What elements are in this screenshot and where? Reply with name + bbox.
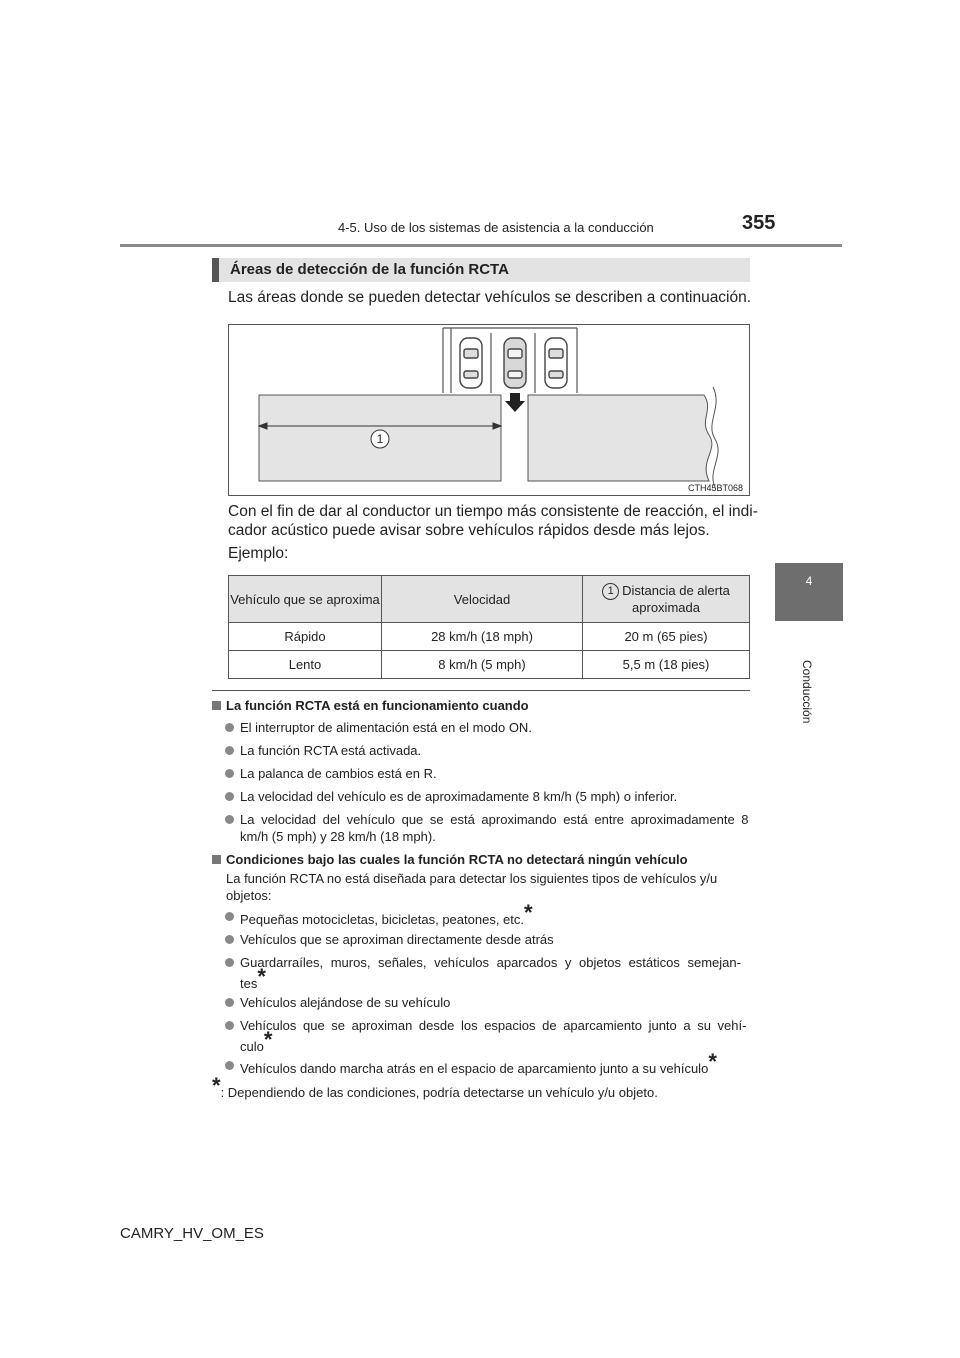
list-item: La velocidad del vehículo que se está aproximando está entre aproximadamente 8 (212, 811, 750, 829)
round-bullet-icon (225, 746, 234, 755)
table-cell: Lento (229, 651, 382, 679)
chapter-header: 4-5. Uso de los sistemas de asistencia a la conducción (338, 220, 654, 235)
asterisk-marker: * (257, 964, 266, 989)
round-bullet-icon (225, 792, 234, 801)
round-bullet-icon (225, 998, 234, 1007)
chapter-label: Conducción (800, 660, 814, 724)
list-item-continuation: culo* (240, 1027, 273, 1054)
conditions-off-intro: objetos: (226, 888, 272, 903)
list-item: Guardarraíles, muros, señales, vehículos aparcados y objetos estáticos semejan- (212, 954, 750, 972)
callout-1-label: 1 (376, 432, 384, 446)
parked-car-right-icon (545, 338, 567, 388)
detection-area-right (528, 395, 712, 481)
chapter-number: 4 (805, 574, 813, 588)
figure-code: CTH45BT068 (687, 483, 743, 493)
alert-distance-table (228, 575, 750, 679)
table-cell: Rápido (229, 623, 382, 651)
table-row (229, 651, 750, 679)
footnote (212, 1073, 750, 1102)
table-header-cell: Velocidad (382, 576, 583, 623)
section-body-line-1: Con el fin de dar al conductor un tiempo más consistente de reacción, el indi- (228, 503, 758, 520)
conditions-off-intro: La función RCTA no está diseñada para detectar los siguientes tipos de vehículos y/u (226, 871, 718, 886)
document-id: CAMRY_HV_OM_ES (120, 1225, 264, 1242)
own-car-icon (504, 338, 526, 388)
page-number: 355 (742, 212, 776, 234)
footnote-text: : Dependiendo de las condiciones, podría detectarse un vehículo y/u objeto. (220, 1085, 658, 1100)
callout-1-marker: 1 (602, 583, 619, 600)
section-body-line-2: cador acústico puede avisar sobre vehículos rápidos desde más lejos. (228, 522, 710, 539)
round-bullet-icon (225, 769, 234, 778)
table-header-text: aproximada (632, 600, 700, 616)
list-item: Vehículos alejándose de su vehículo (212, 994, 750, 1012)
conditions-off-heading: Condiciones bajo las cuales la función RCTA no detectará ningún vehículo (212, 851, 750, 869)
table-header-row (229, 576, 750, 623)
chapter-side-tab (775, 563, 843, 621)
section-title: Áreas de detección de la función RCTA (230, 261, 509, 278)
rcta-detection-diagram (228, 324, 750, 496)
example-label: Ejemplo: (228, 545, 289, 562)
list-item-continuation: tes* (240, 964, 266, 991)
round-bullet-icon (225, 958, 234, 967)
round-bullet-icon (225, 912, 234, 921)
list-item: El interruptor de alimentación está en el modo ON. (212, 719, 750, 737)
list-item: La velocidad del vehículo es de aproximadamente 8 km/h (5 mph) o inferior. (212, 788, 750, 806)
list-item-continuation: km/h (5 mph) y 28 km/h (18 mph). (240, 829, 436, 844)
section-divider (212, 690, 750, 691)
square-bullet-icon (212, 701, 221, 710)
round-bullet-icon (225, 1061, 234, 1070)
list-item: Pequeñas motocicletas, bicicletas, peatones, etc.* (212, 908, 750, 929)
conditions-on-heading: La función RCTA está en funcionamiento cuando (212, 697, 750, 715)
table-cell: 5,5 m (18 pies) (583, 651, 750, 679)
round-bullet-icon (225, 723, 234, 732)
list-item: Vehículos que se aproximan directamente desde atrás (212, 931, 750, 949)
list-item: Vehículos que se aproximan desde los espacios de aparcamiento junto a su vehí- (212, 1017, 750, 1035)
round-bullet-icon (225, 935, 234, 944)
asterisk-marker: * (263, 1027, 273, 1052)
table-header-cell: Vehículo que se aproxima (229, 576, 382, 623)
round-bullet-icon (225, 1021, 234, 1030)
section-heading-bar (212, 258, 750, 282)
section-intro: Las áreas donde se pueden detectar vehículos se describen a continuación. (228, 289, 752, 306)
table-header-text: Distancia de alerta (622, 582, 730, 598)
table-row (229, 623, 750, 651)
asterisk-marker: * (212, 1073, 221, 1098)
asterisk-marker: * (524, 900, 533, 925)
header-divider (120, 244, 842, 247)
section-heading-accent (212, 258, 219, 282)
table-cell: 8 km/h (5 mph) (382, 651, 583, 679)
parked-car-left-icon (460, 338, 482, 388)
detection-area-illustration (229, 325, 749, 495)
table-cell: 28 km/h (18 mph) (382, 623, 583, 651)
chapter-side-label (796, 660, 816, 740)
range-break-line (712, 387, 718, 487)
list-item: La función RCTA está activada. (212, 742, 750, 760)
square-bullet-icon (212, 855, 221, 864)
asterisk-marker: * (708, 1049, 717, 1074)
round-bullet-icon (225, 815, 234, 824)
table-header-cell (583, 576, 750, 623)
reverse-direction-arrow-icon (505, 393, 525, 412)
list-item: La palanca de cambios está en R. (212, 765, 750, 783)
list-item: Vehículos dando marcha atrás en el espacio de aparcamiento junto a su vehículo* (212, 1057, 750, 1078)
table-cell: 20 m (65 pies) (583, 623, 750, 651)
